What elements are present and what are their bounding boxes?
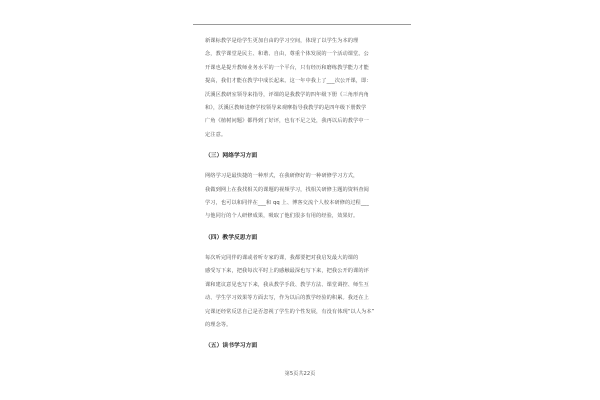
text-line: 课和建议意见也写下来，我从教学手段、教学方法、课堂调控、师生互 xyxy=(205,281,369,288)
text-line: 我做到网上在我找相关的课题的视频学习，找相关研修主题的资料查阅 xyxy=(205,186,369,193)
document-body xyxy=(205,35,400,360)
section-heading-reflection: （四）教学反思方面 xyxy=(205,234,258,241)
section-heading-reading: （五）读书学习方面 xyxy=(205,343,258,350)
text-line: 和》，沃溪区教师进修学校领导来观摩指导我教学的是四年级下册数学 xyxy=(205,105,367,112)
text-line: 提高，我们才能在教学中成长起来。这一年中我上了___次公开课，即： xyxy=(205,78,372,85)
text-line: 与他同行的个人研修成果，吸取了他们很多有用的经验，效果好。 xyxy=(205,213,359,220)
text-line: 开课也是提升教师业务水平的一个平台，只有经历和磨练教学能力才能 xyxy=(205,64,369,71)
text-line: 念，教学课堂是民主、和谐、自由，尊重个体发展的一个活动课堂。公 xyxy=(205,51,369,58)
paragraph-network xyxy=(205,170,400,224)
text-line: 广角《植树问题》都得到了好评，也有不足之处，我再以后的教学中一 xyxy=(205,118,369,125)
page-number-footer: 第5页共22页 xyxy=(284,371,316,377)
text-line: 动、学生学习效果等方面去写，作为以后的教学经验的积累。我还在上 xyxy=(205,295,369,302)
text-line: 的理念等。 xyxy=(205,321,232,328)
text-line: 沃溪区教研室领导来指导，评课的是我教学的四年级下册《三角形内角 xyxy=(205,91,369,98)
text-line: 新课标教学是给学生更加自由的学习空间，体现了以学生为本的理 xyxy=(205,38,359,44)
header-rule xyxy=(193,24,411,25)
text-line: 完课还经常反思自己是否忽视了学生的个性发展，有没有体现“以人为本” xyxy=(205,308,375,315)
text-line: 定注意。 xyxy=(205,131,227,138)
text-line: 感受写下来，把我每次平时上的感触最深也写下来，把我公开的课的评 xyxy=(205,268,369,275)
text-line: 网络学习是最快捷的一种形式，在我研修好的一种研修学习方式， xyxy=(205,173,359,180)
paragraph-reflection xyxy=(205,252,400,332)
section-heading-network: （三）网络学习方面 xyxy=(205,153,258,160)
text-line: 每次听完同伴的课或者听专家的课，我都要把对我启发最大的课的 xyxy=(205,254,359,261)
paragraph-open-class xyxy=(205,35,400,142)
text-line: 学习，也可以和同伴在___和 qq 上、博客交流个人校本研修的过程___ xyxy=(205,200,369,207)
